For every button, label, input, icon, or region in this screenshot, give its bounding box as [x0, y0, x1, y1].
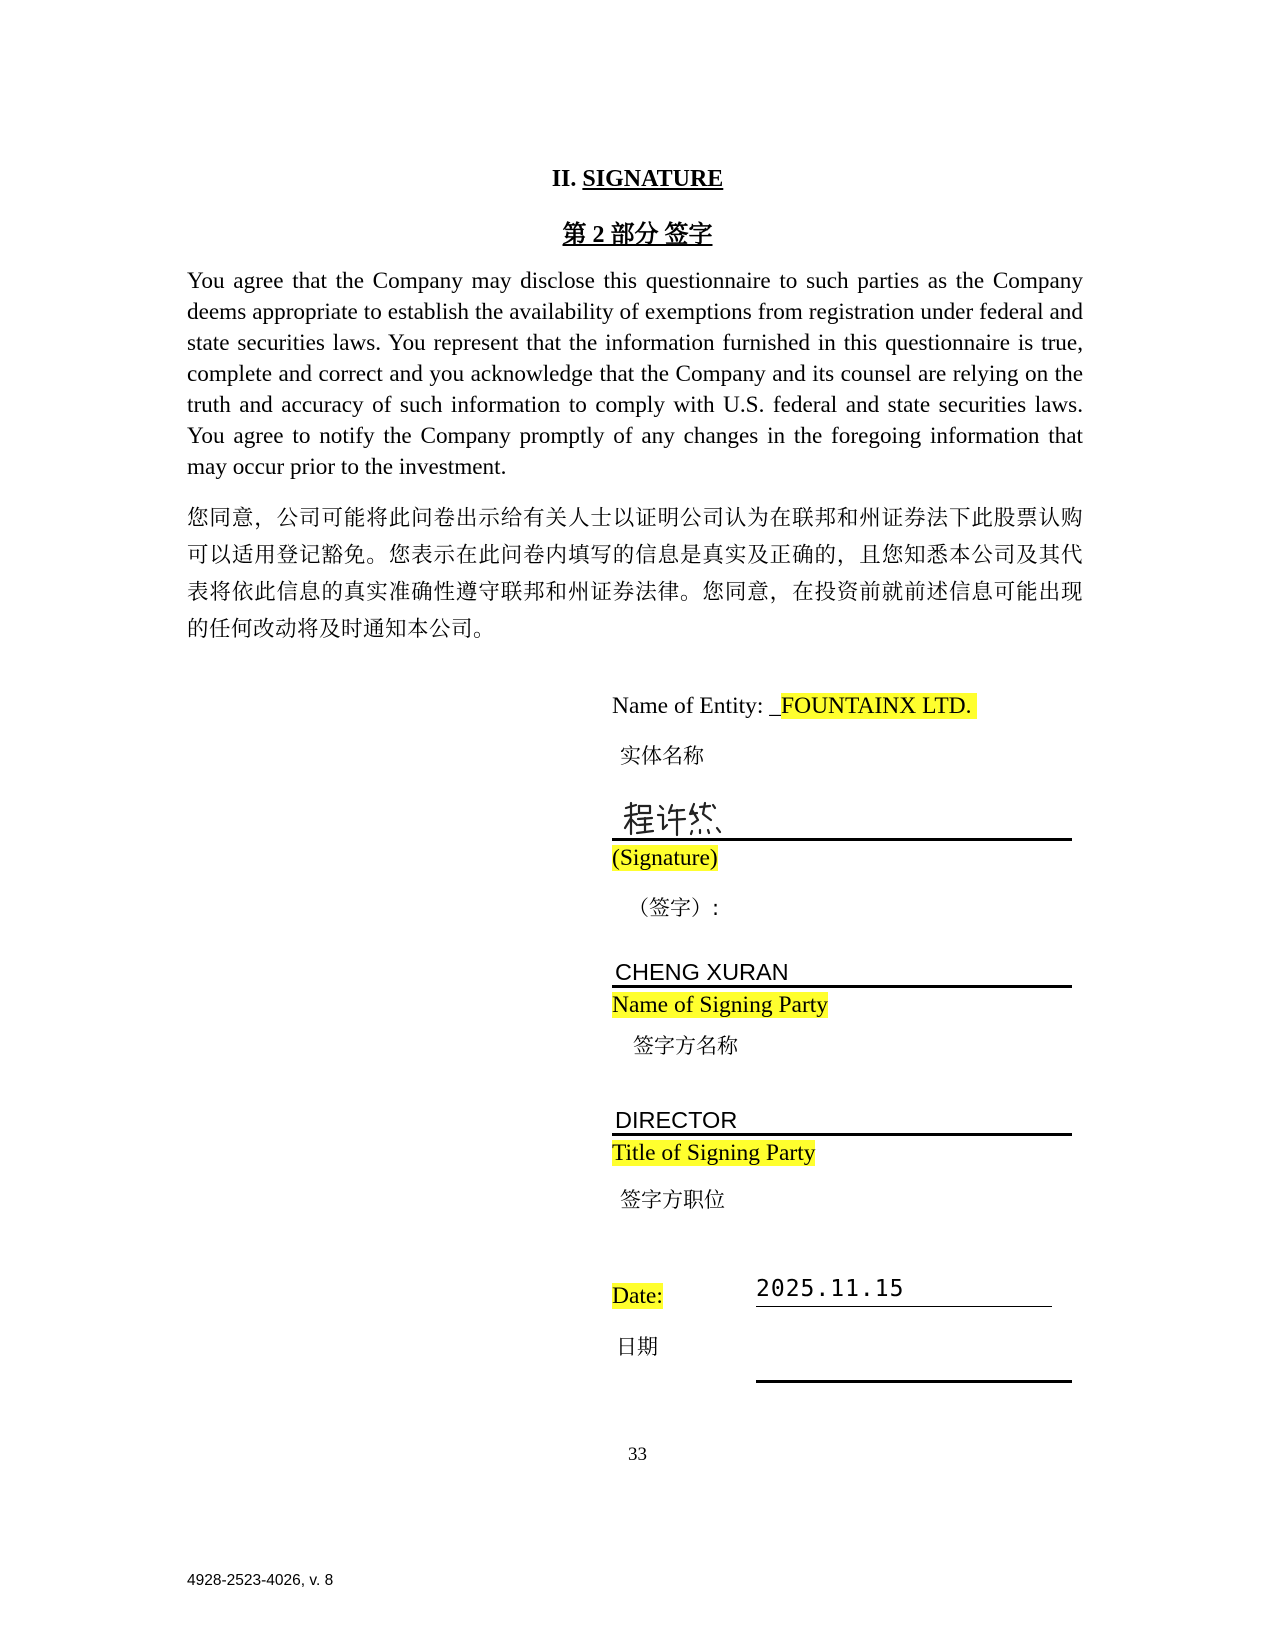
entity-label-zh: 实体名称	[620, 744, 704, 768]
title-label-zh: 签字方职位	[620, 1188, 725, 1212]
date-value: 2025.11.15	[756, 1276, 905, 1302]
agreement-paragraph-zh: 您同意，公司可能将此问卷出示给有关人士以证明公司认为在联邦和州证券法下此股票认购可以适用登记豁免。您表示在此问卷内填写的信息是真实及正确的，且您知悉本公司及其代表将依此信息的真实准确性遵守联邦和州证券法律。您同意，在投资前就前述信息可能出现的任何改动将及时通知本公司。	[187, 506, 1083, 642]
section-title-zh: 第 2 部分 签字	[562, 222, 713, 248]
signature-line	[612, 838, 1072, 841]
title-line	[612, 1133, 1072, 1136]
page-number: 33	[628, 1444, 647, 1465]
entity-label: Name of Entity: _	[612, 693, 782, 719]
signature-label-zh: （签字）:	[628, 896, 720, 920]
document-id-footer: 4928-2523-4026, v. 8	[187, 1572, 334, 1589]
date-value-line	[756, 1306, 1052, 1307]
section-heading-zh	[0, 214, 1275, 249]
entity-value: FOUNTAINX LTD.	[781, 693, 972, 719]
title-value: DIRECTOR	[615, 1107, 738, 1133]
handwritten-signature	[622, 800, 732, 840]
entity-field	[612, 692, 977, 720]
date-label: Date:	[612, 1283, 663, 1309]
section-title: SIGNATURE	[582, 166, 724, 192]
title-label: Title of Signing Party	[612, 1140, 816, 1166]
date-label-zh: 日期	[616, 1335, 658, 1359]
date-line	[756, 1380, 1072, 1383]
section-number: II.	[551, 166, 577, 192]
signature-label: (Signature)	[612, 845, 718, 871]
signing-party-value: CHENG XURAN	[615, 959, 789, 985]
signing-party-label: Name of Signing Party	[612, 992, 829, 1018]
agreement-paragraph-en: You agree that the Company may disclose this questionnaire to such parties as the Company deems appropriate to establish the availability of exemptions from registration under federal and state securities laws. You represent that the information furnished in this questionnaire is true, complete and correct and you acknowledge that the Company and its counsel are relying on the truth and accuracy of such information to comply with U.S. federal and state securities laws. You agree to notify the Company promptly of any changes in the foregoing information that may occur prior to the investment.	[187, 268, 1083, 480]
section-heading	[0, 166, 1275, 193]
signing-party-line	[612, 985, 1072, 988]
signing-party-label-zh: 签字方名称	[633, 1034, 738, 1058]
